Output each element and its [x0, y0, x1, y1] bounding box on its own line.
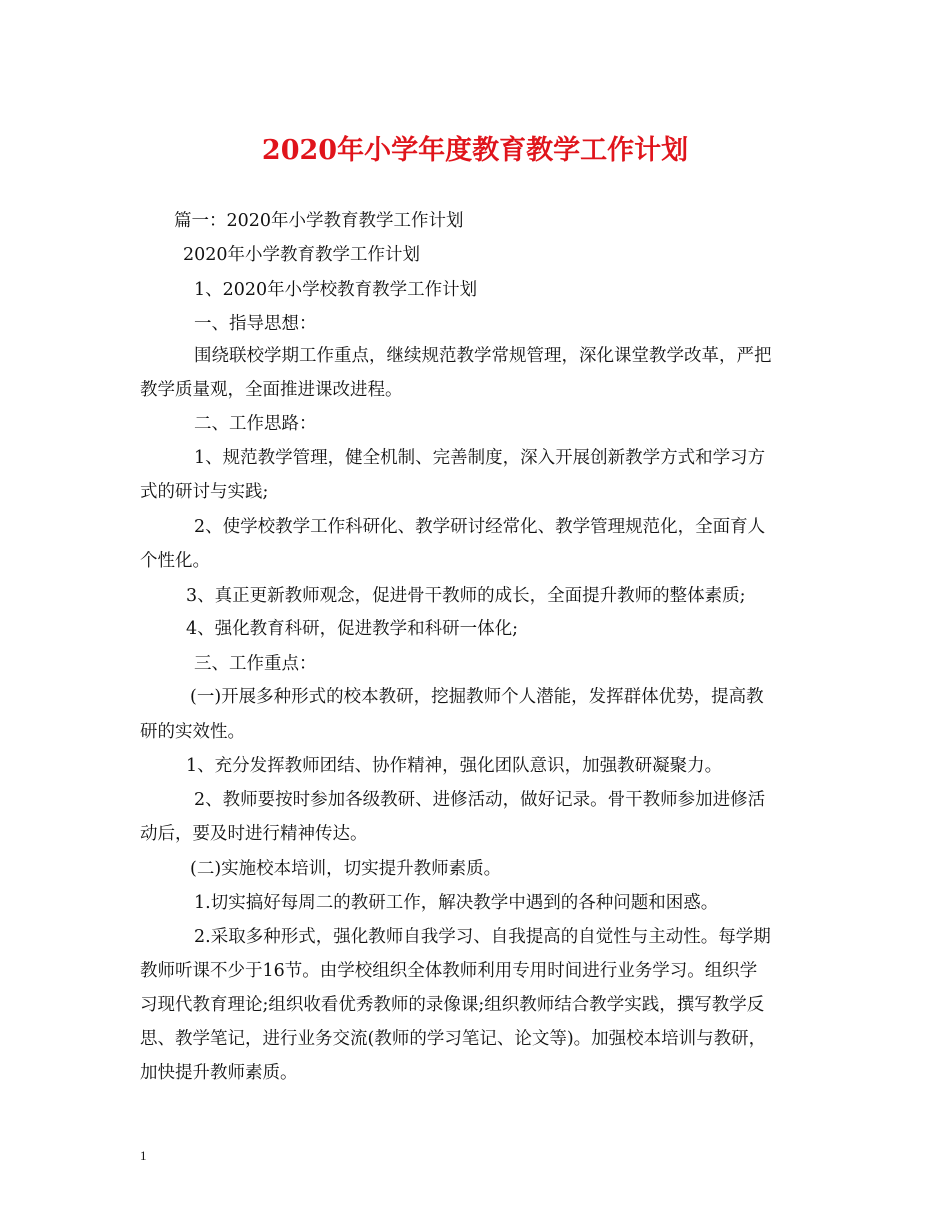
text-line: 式的研讨与实践; [140, 482, 269, 502]
text-line: 1.切实搞好每周二的教研工作，解决教学中遇到的各种问题和困惑。 [194, 893, 719, 913]
text-line: 一、指导思想： [194, 314, 317, 334]
text-line: 3、真正更新教师观念，促进骨干教师的成长，全面提升教师的整体素质; [186, 586, 746, 606]
text-line: 加快提升教师素质。 [140, 1063, 298, 1083]
document-title: 2020年小学年度教育教学工作计划 [261, 135, 689, 166]
text-line: 2、使学校教学工作科研化、教学研讨经常化、教学管理规范化，全面育人 [194, 517, 766, 537]
text-line: 个性化。 [140, 551, 210, 571]
text-line: 教师听课不少于16节。由学校组织全体教师利用专用时间进行业务学习。组织学 [140, 961, 758, 981]
page-number: 1 [140, 1148, 147, 1163]
text-line: 动后，要及时进行精神传达。 [140, 824, 368, 844]
text-line: 2020年小学教育教学工作计划 [183, 245, 421, 265]
text-line: 研的实效性。 [140, 722, 245, 742]
text-line: 三、工作重点： [194, 654, 317, 674]
text-line: 2.采取多种形式，强化教师自我学习、自我提高的自觉性与主动性。每学期 [194, 927, 771, 947]
text-line: 篇一：2020年小学教育教学工作计划 [174, 211, 464, 231]
text-line: 教学质量观，全面推进课改进程。 [140, 380, 403, 400]
text-line: 1、充分发挥教师团结、协作精神，强化团队意识，加强教研凝聚力。 [186, 756, 723, 776]
text-line: (一)开展多种形式的校本教研，挖掘教师个人潜能，发挥群体优势，提高教 [190, 687, 764, 707]
text-line: 思、教学笔记，进行业务交流(教师的学习笔记、论文等)。加强校本培训与教研， [140, 1029, 767, 1049]
text-line: 1、2020年小学校教育教学工作计划 [194, 280, 478, 300]
text-line: 4、强化教育科研，促进教学和科研一体化; [186, 619, 519, 639]
text-line: 习现代教育理论;组织收看优秀教师的录像课;组织教师结合教学实践，撰写教学反 [140, 995, 765, 1015]
text-line: 二、工作思路： [194, 414, 317, 434]
text-line: 1、规范教学管理，健全机制、完善制度，深入开展创新教学方式和学习方 [194, 448, 766, 468]
text-line: 围绕联校学期工作重点，继续规范教学常规管理，深化课堂教学改革，严把 [194, 346, 772, 366]
text-line: (二)实施校本培训，切实提升教师素质。 [190, 859, 502, 879]
text-line: 2、教师要按时参加各级教研、进修活动，做好记录。骨干教师参加进修活 [194, 790, 766, 810]
